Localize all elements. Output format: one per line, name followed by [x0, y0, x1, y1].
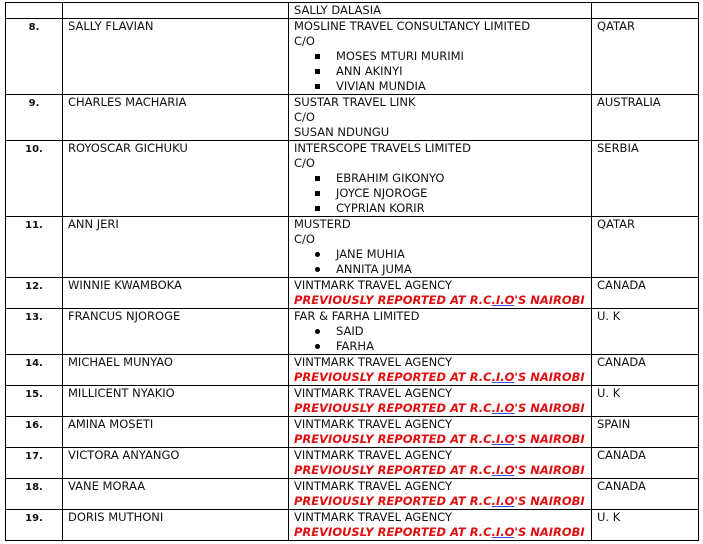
note-text-start: PREVIOUSLY REPORTED AT R.C [294, 293, 492, 307]
previously-reported-note [294, 525, 586, 540]
document-page [5, 2, 699, 541]
person-name: ROYOSCAR GICHUKU [68, 141, 188, 155]
contact-list-item: JANE MUHIA [294, 247, 586, 262]
row-number-cell [6, 278, 63, 309]
agency-name: VINTMARK TRAVEL AGENCY [294, 510, 453, 524]
row-number-cell [6, 448, 63, 479]
agency-name: MOSLINE TRAVEL CONSULTANCY LIMITED [294, 19, 531, 33]
person-name-cell [63, 278, 289, 309]
table-row [6, 417, 699, 448]
destination-country: AUSTRALIA [597, 95, 661, 109]
note-text-end: 'S NAIROBI [514, 432, 585, 446]
person-name: CHARLES MACHARIA [68, 95, 187, 109]
person-name-cell [63, 417, 289, 448]
person-name-cell [63, 95, 289, 141]
previously-reported-note [294, 432, 586, 447]
care-of-label: C/O [294, 232, 315, 246]
row-number: 9. [28, 98, 40, 109]
agency-name: FAR & FARHA LIMITED [294, 309, 420, 323]
agency-cell [289, 141, 592, 217]
previously-reported-note [294, 401, 586, 416]
contact-list-item: VIVIAN MUNDIA [294, 79, 586, 94]
agency-report-table [5, 2, 699, 541]
person-name: VICTORA ANYANGO [68, 448, 180, 462]
row-number: 10. [25, 144, 43, 155]
row-number: 15. [25, 389, 43, 400]
destination-country: CANADA [597, 479, 646, 493]
agency-name: VINTMARK TRAVEL AGENCY [294, 278, 453, 292]
row-number-cell [6, 95, 63, 141]
agency-name: INTERSCOPE TRAVELS LIMITED [294, 141, 471, 155]
country-cell [592, 355, 699, 386]
country-cell [592, 386, 699, 417]
agency-name: VINTMARK TRAVEL AGENCY [294, 479, 453, 493]
person-name: DORIS MUTHONI [68, 510, 164, 524]
row-number: 17. [25, 451, 43, 462]
contact-list-item: CYPRIAN KORIR [294, 201, 586, 216]
agency-cell [289, 309, 592, 355]
row-number-cell [6, 355, 63, 386]
note-text-underlined: .I.O [491, 432, 515, 446]
note-text-start: PREVIOUSLY REPORTED AT R.C [294, 494, 492, 508]
previously-reported-note [294, 494, 586, 509]
agency-name: VINTMARK TRAVEL AGENCY [294, 417, 453, 431]
agency-cell [289, 417, 592, 448]
contact-list [294, 324, 586, 354]
note-text-end: 'S NAIROBI [514, 401, 585, 415]
row-number: 8. [28, 22, 40, 33]
row-number: 13. [25, 312, 43, 323]
country-cell [592, 95, 699, 141]
destination-country: QATAR [597, 217, 636, 231]
note-text-underlined: .I.O [491, 494, 515, 508]
row-number-cell [6, 510, 63, 541]
care-of-label: C/O [294, 156, 315, 170]
person-name-cell [63, 19, 289, 95]
destination-country: U. K [597, 510, 621, 524]
person-name-cell [63, 3, 289, 19]
row-number-cell [6, 479, 63, 510]
contact-list-item: MOSES MTURI MURIMI [294, 49, 586, 64]
note-text-underlined: .I.O [491, 463, 515, 477]
note-text-underlined: .I.O [491, 293, 515, 307]
previously-reported-note [294, 370, 586, 385]
note-text-underlined: .I.O [491, 370, 515, 384]
row-number-cell [6, 141, 63, 217]
note-text-end: 'S NAIROBI [514, 370, 585, 384]
table-row [6, 217, 699, 278]
contact-list-item: EBRAHIM GIKONYO [294, 171, 586, 186]
person-name: WINNIE KWAMBOKA [68, 278, 182, 292]
destination-country: CANADA [597, 355, 646, 369]
note-text-start: PREVIOUSLY REPORTED AT R.C [294, 525, 492, 539]
table-row [6, 95, 699, 141]
agency-name: MUSTERD [294, 217, 351, 231]
note-text-end: 'S NAIROBI [514, 293, 585, 307]
agency-cell [289, 278, 592, 309]
previously-reported-note [294, 293, 586, 308]
table-row [6, 278, 699, 309]
agency-cell [289, 217, 592, 278]
destination-country: QATAR [597, 19, 636, 33]
care-of-label: C/O [294, 110, 315, 124]
contact-list-item: ANNITA JUMA [294, 262, 586, 277]
row-number-cell [6, 19, 63, 95]
country-cell [592, 309, 699, 355]
note-text-start: PREVIOUSLY REPORTED AT R.C [294, 370, 492, 384]
contact-person: SUSAN NDUNGU [294, 125, 390, 139]
note-text-underlined: .I.O [491, 525, 515, 539]
contact-list-item: JOYCE NJOROGE [294, 186, 586, 201]
person-name: AMINA MOSETI [68, 417, 154, 431]
country-cell [592, 510, 699, 541]
destination-country: CANADA [597, 278, 646, 292]
country-cell [592, 3, 699, 19]
agency-cell [289, 448, 592, 479]
row-number-cell [6, 217, 63, 278]
agency-name: VINTMARK TRAVEL AGENCY [294, 386, 453, 400]
care-of-label: C/O [294, 34, 315, 48]
note-text-end: 'S NAIROBI [514, 525, 585, 539]
previously-reported-note [294, 463, 586, 478]
destination-country: U. K [597, 309, 621, 323]
note-text-start: PREVIOUSLY REPORTED AT R.C [294, 463, 492, 477]
row-number: 14. [25, 358, 43, 369]
country-cell [592, 217, 699, 278]
person-name-cell [63, 355, 289, 386]
agency-name: VINTMARK TRAVEL AGENCY [294, 355, 453, 369]
country-cell [592, 141, 699, 217]
person-name-cell [63, 510, 289, 541]
agency-cell [289, 479, 592, 510]
contact-list [294, 247, 586, 277]
agency-cell [289, 95, 592, 141]
row-number: 18. [25, 482, 43, 493]
row-number-cell [6, 309, 63, 355]
country-cell [592, 448, 699, 479]
table-row [6, 141, 699, 217]
note-text-start: PREVIOUSLY REPORTED AT R.C [294, 401, 492, 415]
destination-country: U. K [597, 386, 621, 400]
agency-cell [289, 19, 592, 95]
note-text-underlined: .I.O [491, 401, 515, 415]
person-name: MICHAEL MUNYAO [68, 355, 173, 369]
person-name: SALLY FLAVIAN [68, 19, 154, 33]
row-number-cell [6, 3, 63, 19]
contact-list-item: SAID [294, 324, 586, 339]
agency-cell [289, 386, 592, 417]
table-row [6, 309, 699, 355]
contact-list [294, 49, 586, 94]
note-text-end: 'S NAIROBI [514, 463, 585, 477]
person-name: ANN JERI [68, 217, 119, 231]
person-name-cell [63, 386, 289, 417]
row-number-cell [6, 386, 63, 417]
table-row [6, 510, 699, 541]
destination-country: SERBIA [597, 141, 639, 155]
person-name: MILLICENT NYAKIO [68, 386, 175, 400]
table-row [6, 19, 699, 95]
person-name: VANE MORAA [68, 479, 146, 493]
agency-cell [289, 510, 592, 541]
destination-country: SPAIN [597, 417, 631, 431]
person-name-cell [63, 479, 289, 510]
row-number: 19. [25, 513, 43, 524]
row-number: 11. [25, 220, 43, 231]
person-name-cell [63, 309, 289, 355]
person-name: FRANCUS NJOROGE [68, 309, 181, 323]
contact-list-item: FARHA [294, 339, 586, 354]
person-name-cell [63, 141, 289, 217]
agency-name: SALLY DALASIA [294, 3, 381, 17]
table-row [6, 386, 699, 417]
table-row [6, 479, 699, 510]
contact-list [294, 171, 586, 216]
row-number: 12. [25, 281, 43, 292]
table-row [6, 448, 699, 479]
person-name-cell [63, 217, 289, 278]
country-cell [592, 417, 699, 448]
row-number-cell [6, 417, 63, 448]
note-text-end: 'S NAIROBI [514, 494, 585, 508]
person-name-cell [63, 448, 289, 479]
contact-list-item: ANN AKINYI [294, 64, 586, 79]
agency-cell [289, 3, 592, 19]
country-cell [592, 479, 699, 510]
table-body [6, 3, 699, 541]
agency-cell [289, 355, 592, 386]
table-row [6, 3, 699, 19]
agency-name: SUSTAR TRAVEL LINK [294, 95, 416, 109]
row-number: 16. [25, 420, 43, 431]
country-cell [592, 19, 699, 95]
destination-country: CANADA [597, 448, 646, 462]
table-row [6, 355, 699, 386]
agency-name: VINTMARK TRAVEL AGENCY [294, 448, 453, 462]
country-cell [592, 278, 699, 309]
note-text-start: PREVIOUSLY REPORTED AT R.C [294, 432, 492, 446]
